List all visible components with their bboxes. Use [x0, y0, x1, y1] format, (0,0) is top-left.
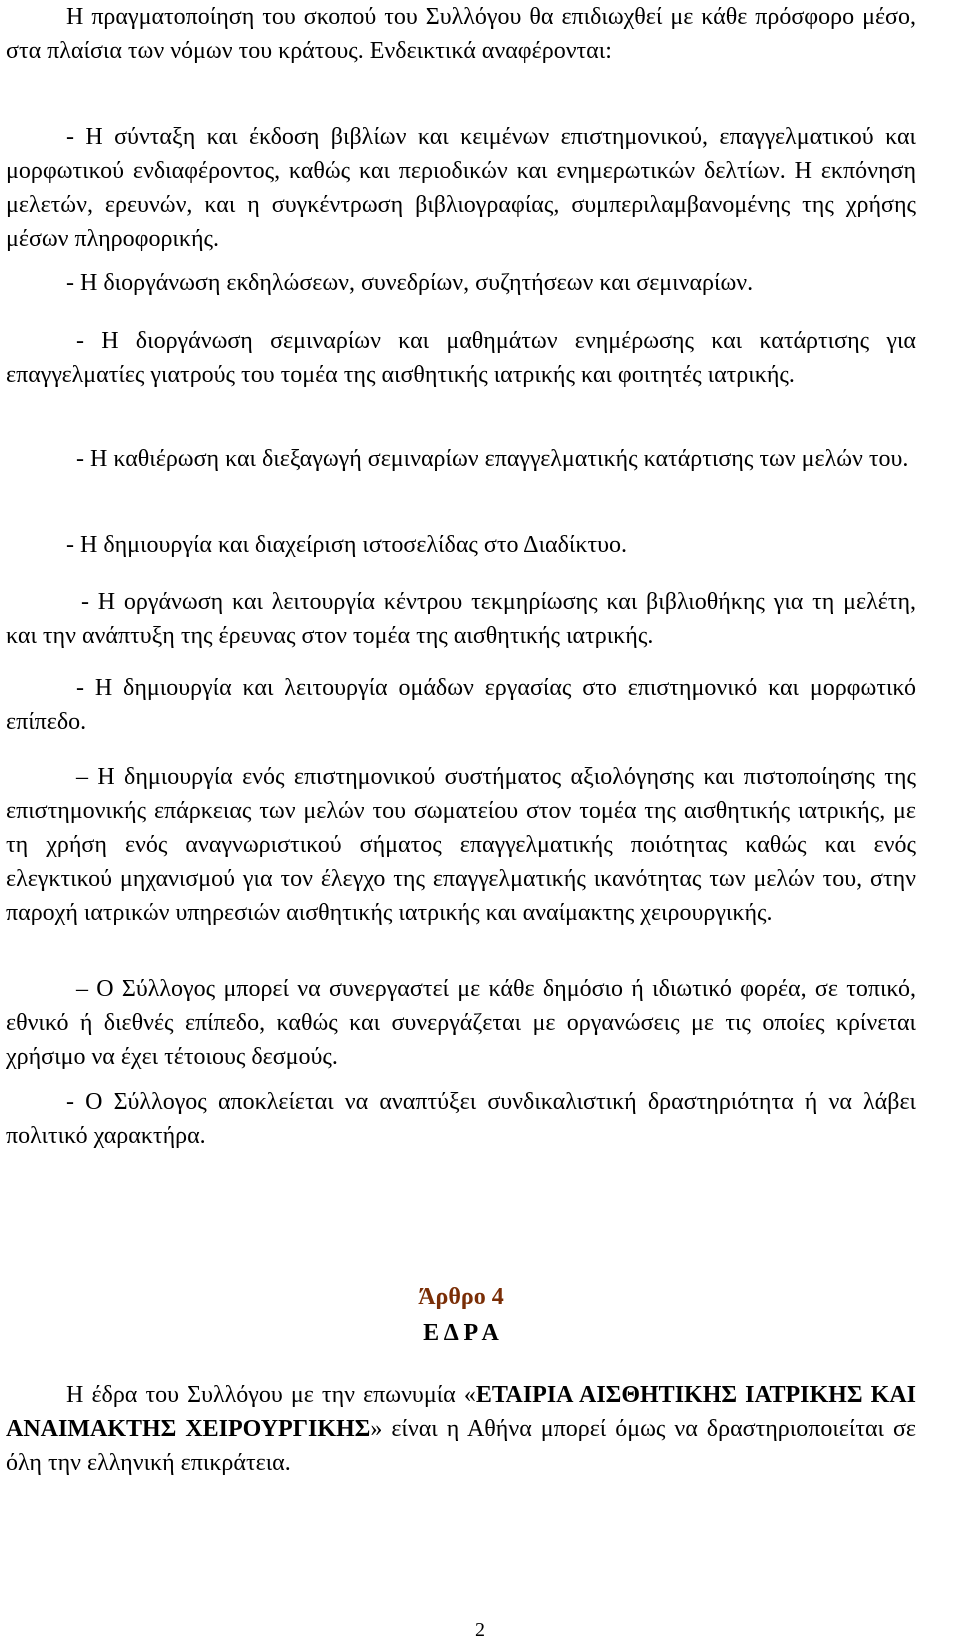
list-item-seminars: - Η διοργάνωση σεμιναρίων και μαθημάτων ενημέρωσης και κατάρτισης για επαγγελματίες γιατρούς του τομέα της αισθητικής ιατρικής και φοιτητές ιατρικής. [6, 328, 916, 388]
list-item-training: - Η καθιέρωση και διεξαγωγή σεμιναρίων επαγγελματικής κατάρτισης των μελών του. [76, 446, 909, 472]
list-item-cooperation: – Ο Σύλλογος μπορεί να συνεργαστεί με κάθε δημόσιο ή ιδιωτικό φορέα, σε τοπικό, εθνικό ή διεθνές επίπεδο, καθώς και συνεργάζεται με οργανώσεις με τις οποίες κρίνεται χρήσιμο να έχει τέτοιους δεσμούς. [6, 976, 916, 1070]
page-number: 2 [475, 1619, 485, 1641]
society-name: ΕΤΑΙΡΙΑ ΑΙΣΘΗΤΙΚΗΣ ΙΑΤΡΙΚΗΣ ΚΑΙ ΑΝΑΙΜΑΚΤΗΣ ΧΕΙΡΟΥΡΓΙΚΗΣ [6, 1382, 916, 1442]
seat-text-after: » είναι η Αθήνα μπορεί όμως να δραστηριοποιείται σε όλη την ελληνική επικράτεια. [6, 1416, 916, 1476]
list-item-library: - Η οργάνωση και λειτουργία κέντρου τεκμηρίωσης και βιβλιοθήκης για τη μελέτη, και την ανάπτυξη της έρευνας στον τομέα της αισθητικής ιατρικής. [6, 589, 916, 649]
list-item-certification: – Η δημιουργία ενός επιστημονικού συστήματος αξιολόγησης και πιστοποίησης της επιστημονικής επάρκειας των μελών του σωματείου στον τομέα της αισθητικής ιατρικής, με τη χρήση ενός αναγνωριστικού σήματος επαγγελματικής ποιότητας καθώς και ενός ελεγκτικού μηχανισμού για τον έλεγχο της επαγγελματικής ικανότητας των μελών του, στην παροχή ιατρικών υπηρεσιών αισθητικής ιατρικής και αναίμακτης χειρουργικής. [6, 764, 916, 926]
list-item-website: - Η δημιουργία και διαχείριση ιστοσελίδας στο Διαδίκτυο. [66, 532, 628, 558]
list-item-publications: - Η σύνταξη και έκδοση βιβλίων και κειμένων επιστημονικού, επαγγελματικού και μορφωτικού ενδιαφέροντος, καθώς και περιοδικών και ενημερωτικών δελτίων. Η εκπόνηση μελετών, ερευνών, και η συγκέντρωση βιβλιογραφίας, συμπεριλαμβανομένης της χρήσης μέσων πληροφορικής. [6, 124, 916, 252]
article-title: Ε Δ Ρ Α [423, 1320, 499, 1346]
list-item-workgroups: - Η δημιουργία και λειτουργία ομάδων εργασίας στο επιστημονικό και μορφωτικό επίπεδο. [6, 675, 916, 735]
article-number: Άρθρο 4 [418, 1284, 504, 1310]
list-item-exclusion: - Ο Σύλλογος αποκλείεται να αναπτύξει συνδικαλιστική δραστηριότητα ή να λάβει πολιτικό χαρακτήρα. [6, 1089, 916, 1149]
seat-paragraph [6, 1378, 916, 1480]
list-item-events: - Η διοργάνωση εκδηλώσεων, συνεδρίων, συζητήσεων και σεμιναρίων. [66, 270, 754, 296]
intro-paragraph: Η πραγματοποίηση του σκοπού του Συλλόγου θα επιδιωχθεί με κάθε πρόσφορο μέσο, στα πλαίσια των νόμων του κράτους. Ενδεικτικά αναφέρονται: [6, 4, 916, 64]
seat-text-before: Η έδρα του Συλλόγου με την επωνυμία « [66, 1382, 476, 1408]
